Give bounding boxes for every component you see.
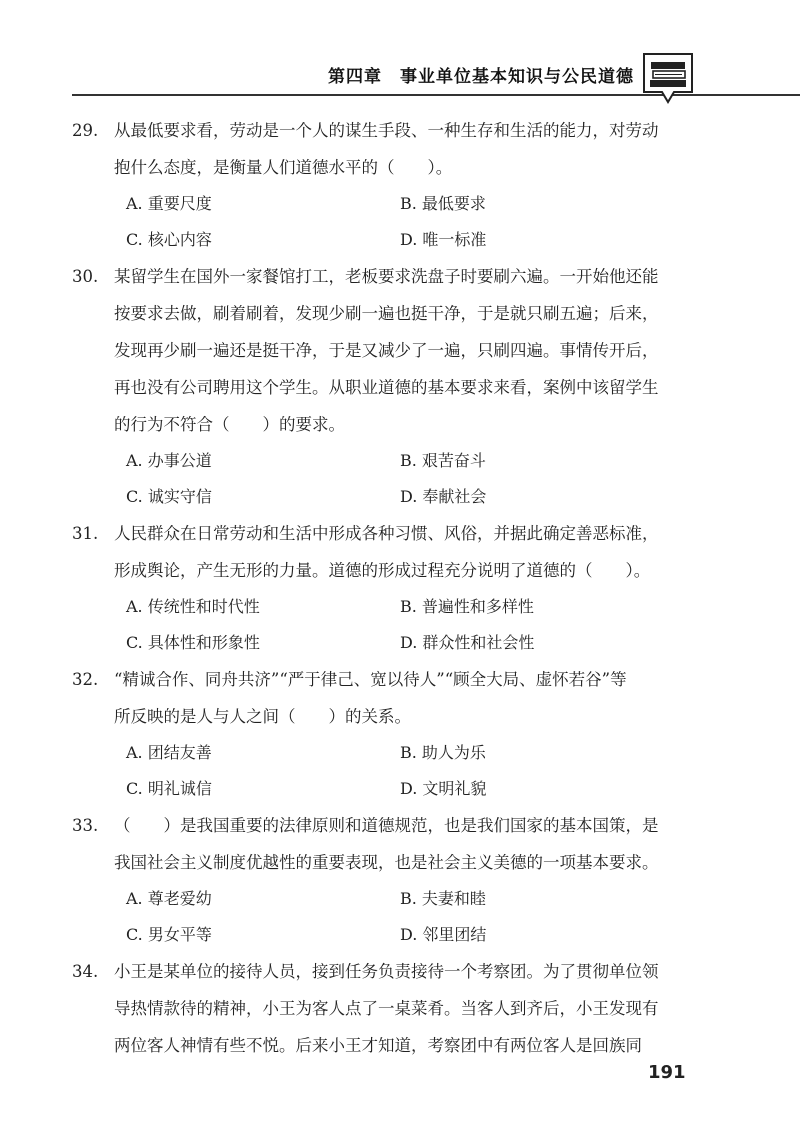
question-32 [72,661,712,807]
question-text-line [72,1027,712,1064]
question-text: 发现再少刷一遍还是挺干净，于是又减少了一遍，只刷四遍。事情传开后， [114,341,659,360]
answer-option: A. 重要尺度 [126,194,212,213]
answer-option: B. 普遍性和多样性 [400,597,534,616]
question-33 [72,807,712,953]
question-text-line [72,149,712,186]
answer-option: D. 文明礼貌 [400,779,487,798]
question-text-line [72,807,712,844]
question-text: 再也没有公司聘用这个学生。从职业道德的基本要求来看，案例中该留学生 [114,378,659,397]
question-30 [72,258,712,515]
question-number: 29. [72,121,99,140]
chapter-title: 第四章 事业单位基本知识与公民道德 [328,67,634,87]
answer-option: A. 团结友善 [126,743,212,762]
answer-option: D. 奉献社会 [400,487,487,506]
question-number: 31. [72,524,99,543]
question-text: 的行为不符合（ ）的要求。 [114,415,345,434]
question-text: 形成舆论，产生无形的力量。道德的形成过程充分说明了道德的（ ）。 [114,561,651,580]
answer-options [72,735,712,807]
question-text: （ ）是我国重要的法律原则和道德规范，也是我们国家的基本国策，是 [114,816,659,835]
question-number: 32. [72,670,99,689]
question-text-line [72,369,712,406]
question-text: 抱什么态度，是衡量人们道德水平的（ ）。 [114,158,453,177]
answer-option: A. 尊老爱幼 [126,889,212,908]
answer-option: C. 诚实守信 [126,487,212,506]
question-text-line [72,406,712,443]
question-text: 从最低要求看，劳动是一个人的谋生手段、一种生存和生活的能力，对劳动 [114,121,659,140]
question-text-line [72,258,712,295]
question-text: 按要求去做，刷着刷着，发现少刷一遍也挺干净，于是就只刷五遍；后来， [114,304,659,323]
question-31 [72,515,712,661]
question-text-line [72,953,712,990]
question-text: 所反映的是人与人之间（ ）的关系。 [114,707,411,726]
answer-option: C. 男女平等 [126,925,212,944]
question-text: 导热情款待的精神，小王为客人点了一桌菜肴。当客人到齐后，小王发现有 [114,999,659,1018]
page-header [0,52,800,98]
question-text-line [72,295,712,332]
question-text: “精诚合作、同舟共济”“严于律己、宽以待人”“顾全大局、虚怀若谷”等 [114,670,627,689]
question-29 [72,112,712,258]
question-text-line [72,112,712,149]
question-34 [72,953,712,1064]
answer-option: B. 最低要求 [400,194,486,213]
answer-option: B. 艰苦奋斗 [400,451,486,470]
question-text-line [72,661,712,698]
answer-option: D. 邻里团结 [400,925,487,944]
question-text-line [72,552,712,589]
answer-options [72,186,712,258]
answer-option: A. 办事公道 [126,451,212,470]
answer-option: D. 群众性和社会性 [400,633,535,652]
answer-options [72,881,712,953]
book-stack-icon [640,52,696,104]
page-number: 191 [648,1062,686,1083]
answer-option: B. 夫妻和睦 [400,889,486,908]
question-number: 30. [72,267,99,286]
question-text: 人民群众在日常劳动和生活中形成各种习惯、风俗，并据此确定善恶标准， [114,524,659,543]
answer-option: D. 唯一标准 [400,230,487,249]
answer-options [72,443,712,515]
answer-option: A. 传统性和时代性 [126,597,260,616]
question-text: 我国社会主义制度优越性的重要表现，也是社会主义美德的一项基本要求。 [114,853,659,872]
answer-option: C. 核心内容 [126,230,212,249]
question-list [72,112,712,1064]
question-text-line [72,990,712,1027]
question-text-line [72,698,712,735]
question-text: 小王是某单位的接待人员，接到任务负责接待一个考察团。为了贯彻单位领 [114,962,659,981]
answer-options [72,589,712,661]
answer-option: B. 助人为乐 [400,743,486,762]
answer-option: C. 明礼诚信 [126,779,212,798]
question-number: 34. [72,962,99,981]
question-text: 某留学生在国外一家餐馆打工，老板要求洗盘子时要刷六遍。一开始他还能 [114,267,659,286]
question-text-line [72,332,712,369]
question-text: 两位客人神情有些不悦。后来小王才知道，考察团中有两位客人是回族同 [114,1036,642,1055]
question-text-line [72,515,712,552]
question-text-line [72,844,712,881]
answer-option: C. 具体性和形象性 [126,633,260,652]
question-number: 33. [72,816,99,835]
